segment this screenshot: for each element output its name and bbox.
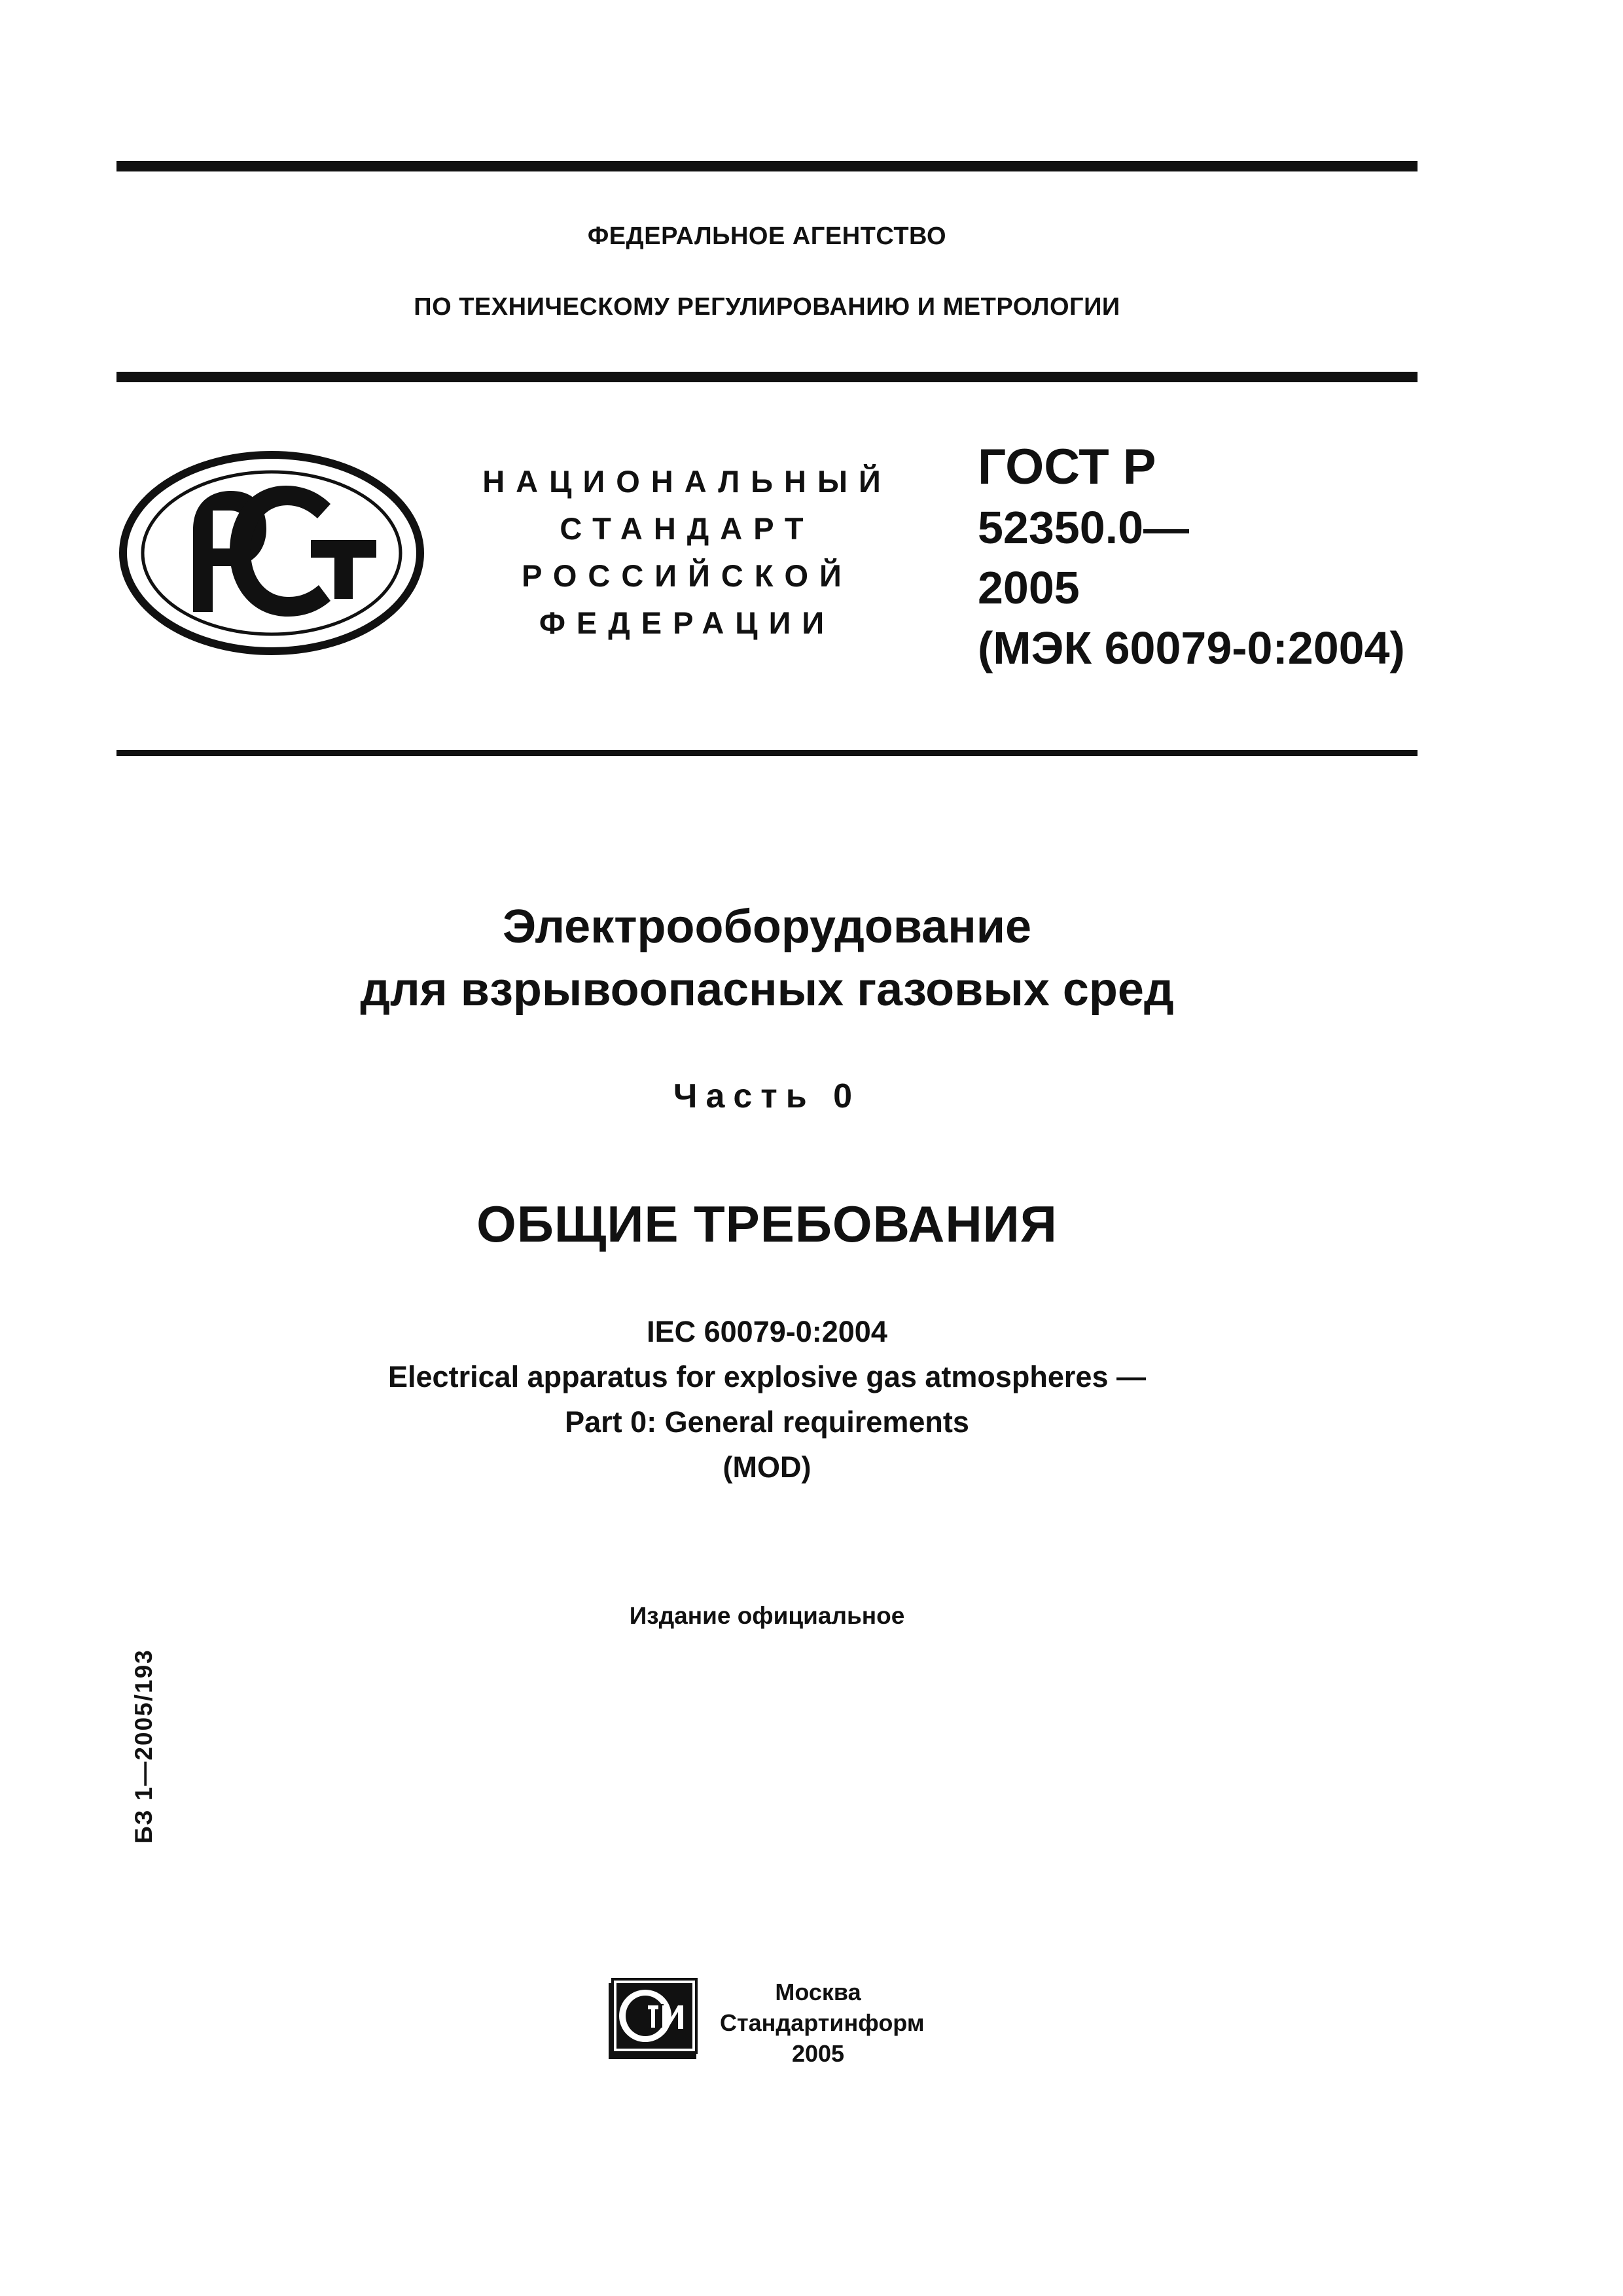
iec-line-2: Electrical apparatus for explosive gas atmospheres — [388, 1360, 1146, 1393]
part-label: Часть 0 [673, 1077, 861, 1115]
publisher-name: Стандартинформ [720, 2009, 925, 2036]
iec-line-3: Part 0: General requirements [565, 1405, 969, 1439]
middle-rule [116, 372, 1418, 382]
title-line-2: для взрывоопасных газовых сред [360, 963, 1174, 1016]
rst-emblem-icon [115, 445, 429, 661]
designation-line-2: 52350.0— [978, 502, 1190, 553]
document-title [116, 895, 1418, 1021]
publisher-block [720, 1977, 925, 2069]
standartinform-logo-icon [607, 1977, 698, 2060]
national-standard-line-3: РОССИЙСКОЙ [522, 558, 853, 593]
designation-line-4: (МЭК 60079-0:2004) [978, 622, 1405, 673]
document-subtitle: ОБЩИЕ ТРЕБОВАНИЯ [476, 1195, 1058, 1253]
agency-line-1: ФЕДЕРАЛЬНОЕ АГЕНТСТВО [587, 223, 947, 250]
designation-line-3: 2005 [978, 562, 1080, 613]
title-line-1: Электрооборудование [502, 901, 1032, 953]
lower-rule [116, 750, 1418, 756]
edition-label: Издание официальное [629, 1602, 905, 1629]
designation-line-1: ГОСТ Р [978, 439, 1156, 495]
side-code: БЗ 1—2005/193 [130, 1649, 157, 1844]
national-standard-line-1: НАЦИОНАЛЬНЫЙ [482, 464, 892, 499]
national-standard-line-4: ФЕДЕРАЦИИ [539, 605, 836, 640]
publisher-city: Москва [775, 1979, 861, 2005]
iec-reference [116, 1309, 1418, 1490]
publisher-year: 2005 [791, 2040, 845, 2067]
agency-line-2: ПО ТЕХНИЧЕСКОМУ РЕГУЛИРОВАНИЮ И МЕТРОЛОГИИ [414, 293, 1120, 321]
standard-designation [978, 437, 1405, 678]
national-standard-label [458, 458, 916, 647]
iec-line-1: IEC 60079-0:2004 [647, 1315, 887, 1348]
national-standard-line-2: СТАНДАРТ [560, 511, 815, 546]
top-rule [116, 161, 1418, 171]
iec-line-4: (MOD) [722, 1450, 812, 1484]
